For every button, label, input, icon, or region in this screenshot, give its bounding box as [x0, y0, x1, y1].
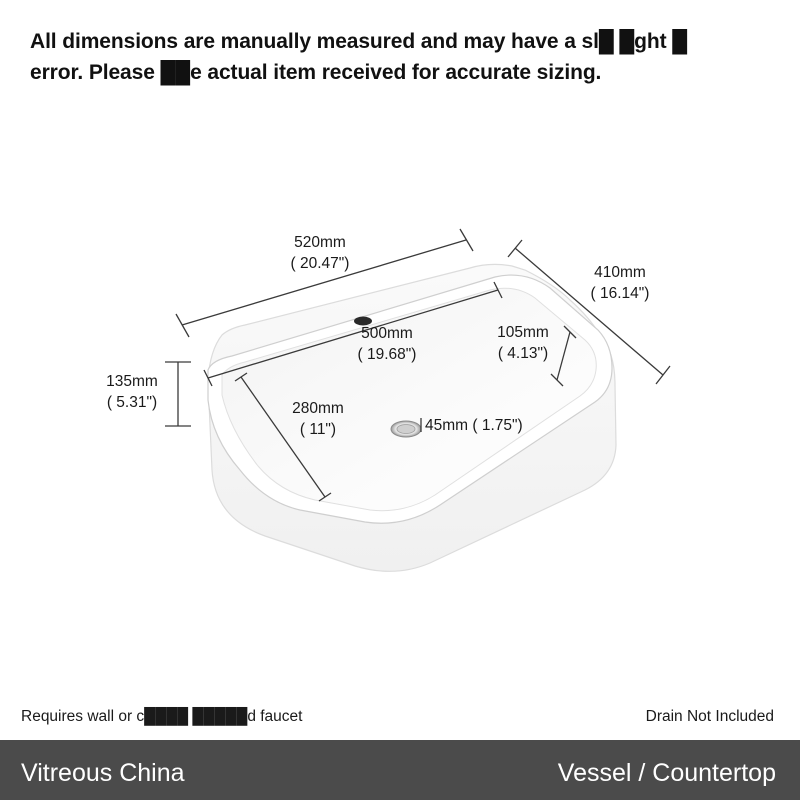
label-rim-to-tap-inch: ( 4.13") [497, 345, 549, 362]
label-inner-length-inch: ( 19.68") [357, 346, 417, 363]
label-inner-width-mm: 280mm [292, 400, 344, 417]
drain-note: Drain Not Included [645, 708, 774, 725]
dim-line-height [165, 362, 191, 426]
disclaimer-line-2: error. Please ██e actual item received for accurate sizing. [30, 61, 602, 84]
installation-type-label: Vessel / Countertop [557, 759, 776, 787]
disclaimer-line-1: All dimensions are manually measured and may have a sl█ █ght █ [30, 30, 687, 53]
label-height-inch: ( 5.31") [106, 394, 158, 411]
label-height-mm: 135mm [106, 373, 158, 390]
label-inner-length-mm: 500mm [361, 325, 413, 342]
label-rim-to-tap-mm: 105mm [497, 324, 549, 341]
label-overall-length-mm: 520mm [294, 234, 346, 251]
label-inner-width-inch: ( 11") [299, 421, 337, 438]
label-overall-length-inch: ( 20.47") [290, 255, 350, 272]
faucet-requirement-note: Requires wall or c████ █████d faucet [21, 708, 303, 725]
material-label: Vitreous China [21, 759, 185, 787]
label-drain: 45mm ( 1.75") [425, 417, 523, 434]
product-info-bar [0, 740, 800, 800]
label-overall-width-mm: 410mm [594, 264, 646, 281]
label-overall-width-inch: ( 16.14") [590, 285, 650, 302]
